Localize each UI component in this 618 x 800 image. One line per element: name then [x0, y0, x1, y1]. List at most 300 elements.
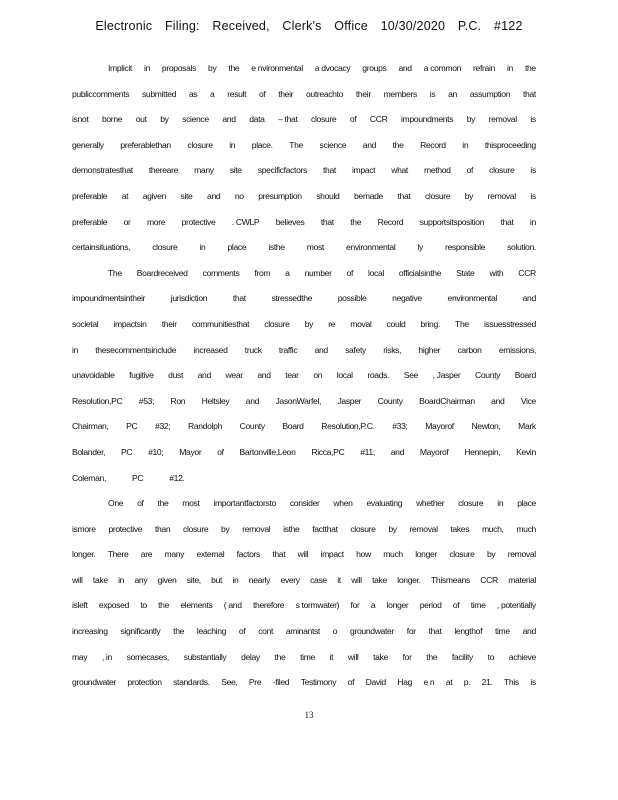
word: #33;: [392, 421, 408, 432]
word: and: [522, 626, 536, 637]
word: lengthof: [454, 626, 483, 637]
word: o: [332, 626, 338, 637]
word: should: [316, 190, 340, 201]
text-line: [72, 444, 536, 470]
word: roads.: [367, 370, 390, 381]
word: longer.: [72, 549, 96, 560]
word: may: [72, 651, 88, 662]
word: and: [257, 370, 271, 381]
word: and: [398, 63, 412, 73]
word: negative: [392, 293, 422, 304]
word: that: [522, 88, 536, 99]
word: will: [72, 574, 83, 585]
word: closure: [350, 523, 376, 534]
word: traffic: [278, 344, 298, 355]
word: impact: [351, 165, 376, 176]
word: , in: [101, 651, 112, 662]
word: number: [304, 267, 332, 278]
word: method: [424, 165, 451, 176]
word: standards.: [173, 677, 210, 688]
word: preferablethan: [120, 139, 171, 150]
word: take: [92, 574, 108, 585]
word: Board: [514, 370, 536, 381]
word: site: [180, 190, 193, 201]
word: of: [452, 600, 460, 611]
page-number: 13: [304, 710, 314, 720]
word: and: [197, 370, 211, 381]
word: of: [347, 677, 355, 688]
word: in: [118, 574, 125, 585]
word: generally: [72, 139, 104, 150]
word: of: [258, 88, 266, 99]
word: -filed: [272, 677, 290, 688]
text-line: [72, 162, 536, 188]
word: at: [445, 677, 453, 688]
word: and: [390, 446, 405, 457]
word: believes: [275, 216, 305, 227]
word: officialsinthe: [398, 267, 442, 278]
word: Record: [420, 139, 446, 150]
word: that: [323, 165, 336, 176]
word: a: [285, 267, 290, 278]
word: in: [229, 139, 236, 150]
word: the: [426, 651, 438, 662]
word: closure: [489, 165, 515, 176]
text-line: [72, 342, 536, 368]
text-line: [72, 674, 536, 700]
word: of: [137, 498, 144, 509]
word: preferable: [72, 216, 108, 227]
word: longer: [386, 600, 409, 611]
word: outreachto: [305, 88, 344, 99]
word: refrain: [473, 63, 495, 73]
word: result: [227, 88, 247, 99]
word: that: [428, 626, 442, 637]
word: tear: [285, 370, 299, 381]
word: Mark: [518, 421, 536, 432]
word: much: [516, 523, 536, 534]
word: protective: [108, 523, 143, 534]
word: and: [207, 190, 221, 201]
word: than: [154, 523, 171, 534]
word: Implicit: [108, 63, 132, 73]
word: removal: [507, 549, 536, 560]
word: Testimony: [300, 677, 337, 688]
word: There: [107, 549, 129, 560]
word: but: [211, 574, 223, 585]
word: significantly: [120, 626, 161, 637]
word: is: [530, 190, 536, 201]
word: #32;: [155, 421, 171, 432]
word: and: [362, 139, 377, 150]
word: by: [466, 114, 476, 125]
word: by: [221, 523, 230, 534]
word: BoardChairman: [419, 395, 475, 406]
word: will: [347, 651, 359, 662]
word: thisproceeding: [484, 139, 536, 150]
word: Board: [282, 421, 304, 432]
word: p.: [463, 677, 471, 688]
word: their: [278, 88, 294, 99]
word: jurisdiction: [170, 293, 208, 304]
word: environmental: [345, 242, 396, 253]
word: Kevin: [516, 446, 536, 457]
word: it: [329, 651, 334, 662]
word: societal: [72, 318, 99, 329]
word: many: [164, 549, 185, 560]
word: increasing: [72, 626, 108, 637]
word: out: [135, 114, 147, 125]
text-line: [72, 521, 536, 547]
word: – that: [278, 114, 298, 125]
word: dust: [168, 370, 184, 381]
word: and: [222, 114, 236, 125]
word: time: [300, 651, 315, 662]
word: to: [487, 651, 495, 662]
word: no: [234, 190, 244, 201]
word: isthe: [283, 523, 300, 534]
word: PC: [121, 446, 133, 457]
word: the: [173, 626, 185, 637]
filing-header: Electronic Filing: Received, Clerk's Office 10/30/2020 P.C. #122: [95, 19, 523, 33]
word: nearly: [248, 574, 271, 585]
word: groundwater: [72, 677, 116, 688]
word: closure: [183, 523, 209, 534]
word: closure: [264, 318, 290, 329]
word: State: [456, 267, 475, 278]
word: every: [280, 574, 300, 585]
word: assumption: [469, 88, 511, 99]
word: removal: [242, 523, 271, 534]
word: Ron: [170, 395, 186, 406]
word: Jasper: [337, 395, 362, 406]
word: This: [504, 677, 519, 688]
word: of: [466, 165, 474, 176]
word: the: [524, 63, 536, 73]
word: elements: [180, 600, 213, 611]
word: County: [239, 421, 265, 432]
word: , Jasper: [432, 370, 461, 381]
word: Resolution,P.C.: [321, 421, 375, 432]
text-line: [72, 111, 536, 137]
word: fugitive: [129, 370, 154, 381]
word: e nvironmental: [251, 63, 303, 73]
word: JasonWarfel,: [275, 395, 322, 406]
text-line: [72, 495, 536, 521]
word: closure: [458, 498, 484, 509]
word: County: [474, 370, 501, 381]
word: The: [289, 139, 303, 150]
text-line: [72, 86, 536, 112]
word: consider: [289, 498, 320, 509]
word: aminantst: [285, 626, 320, 637]
word: and: [522, 293, 536, 304]
word: isleft: [72, 600, 88, 611]
word: PC: [131, 472, 144, 483]
text-line: [72, 623, 536, 649]
word: 21.: [481, 677, 493, 688]
word: #11;: [360, 446, 375, 457]
word: factthat: [312, 523, 338, 534]
text-line: [72, 649, 536, 675]
word: Resolution,PC: [72, 395, 123, 406]
word: a: [370, 600, 376, 611]
word: Heltsley: [201, 395, 230, 406]
word: by: [304, 318, 314, 329]
word: a dvocacy: [314, 63, 351, 73]
word: is: [530, 165, 536, 176]
word: whether: [416, 498, 445, 509]
word: longer.: [397, 574, 421, 585]
word: submitted: [141, 88, 177, 99]
word: achieve: [508, 651, 536, 662]
word: time: [494, 626, 510, 637]
word: ly: [417, 242, 423, 253]
word: wear: [225, 370, 243, 381]
word: in: [529, 216, 536, 227]
word: external: [196, 549, 225, 560]
text-line: [72, 214, 536, 240]
word: bemade: [353, 190, 383, 201]
text-line: [72, 572, 536, 598]
word: in: [199, 242, 206, 253]
word: unavoidable: [72, 370, 115, 381]
word: and: [245, 395, 260, 406]
word: See,: [221, 677, 238, 688]
word: most: [182, 498, 200, 509]
word: place.: [251, 139, 273, 150]
word: importantfactorsto: [213, 498, 276, 509]
word: the: [274, 651, 286, 662]
word: thesecommentsinclude: [95, 344, 177, 355]
word: period: [419, 600, 442, 611]
word: Bartonville,Leon: [239, 446, 296, 457]
word: factors: [236, 549, 260, 560]
word: solution.: [507, 242, 536, 253]
word: the: [350, 216, 362, 227]
text-line: [72, 137, 536, 163]
word: comments: [202, 267, 240, 278]
word: ismore: [72, 523, 96, 534]
word: that: [320, 216, 334, 227]
word: given: [157, 574, 177, 585]
word: County: [377, 395, 403, 406]
word: a common: [423, 63, 462, 73]
word: much,: [481, 523, 504, 534]
word: Mayorof: [419, 446, 449, 457]
text-line: [72, 367, 536, 393]
word: risks,: [383, 344, 402, 355]
word: or: [123, 216, 131, 227]
word: David: [365, 677, 386, 688]
word: the: [228, 63, 240, 73]
word: site,: [186, 574, 201, 585]
word: the: [157, 498, 169, 509]
word: Mayor: [179, 446, 202, 457]
word: groundwater: [350, 626, 394, 637]
word: science: [319, 139, 347, 150]
word: truck: [244, 344, 262, 355]
word: many: [194, 165, 214, 176]
word: case: [310, 574, 327, 585]
word: groups: [362, 63, 387, 73]
word: is: [530, 114, 536, 125]
word: publiccomments: [72, 88, 130, 99]
word: most: [306, 242, 324, 253]
word: higher: [418, 344, 441, 355]
word: Ricca,PC: [311, 446, 345, 457]
word: protection: [127, 677, 162, 688]
word: that: [272, 549, 286, 560]
word: of: [346, 267, 354, 278]
word: that: [500, 216, 514, 227]
text-line: [72, 393, 536, 419]
word: certainsituations,: [72, 242, 131, 253]
word: Thismeans: [431, 574, 470, 585]
word: by: [464, 190, 474, 201]
word: as: [188, 88, 198, 99]
word: and: [491, 395, 505, 406]
word: impactsin: [113, 318, 147, 329]
word: supportsitsposition: [419, 216, 485, 227]
word: in: [143, 63, 150, 73]
word: Boardreceived: [136, 267, 188, 278]
text-line: [72, 188, 536, 214]
word: stressedthe: [271, 293, 313, 304]
word: proposals: [161, 63, 197, 73]
word: exposed: [98, 600, 129, 611]
word: is: [530, 677, 536, 688]
text-line: [72, 470, 536, 496]
word: of: [238, 626, 246, 637]
word: removal: [409, 523, 438, 534]
word: Pre: [248, 677, 262, 688]
word: the: [392, 139, 404, 150]
word: somecases,: [126, 651, 169, 662]
word: take: [373, 651, 388, 662]
word: facility: [451, 651, 473, 662]
word: re: [328, 318, 336, 329]
word: Chairman,: [72, 421, 109, 432]
word: with: [489, 267, 504, 278]
word: in: [72, 344, 78, 355]
word: , potentially: [496, 600, 536, 611]
word: preferable: [72, 190, 108, 201]
word: for: [350, 600, 360, 611]
word: members: [383, 88, 417, 99]
text-line: [72, 290, 536, 316]
word: a: [210, 88, 215, 99]
word: closure: [152, 242, 178, 253]
word: safety: [345, 344, 366, 355]
word: issuesstressed: [483, 318, 536, 329]
word: on: [313, 370, 323, 381]
word: presumption: [258, 190, 302, 201]
word: removal: [487, 190, 516, 201]
word: local: [336, 370, 353, 381]
word: takes: [450, 523, 470, 534]
word: Hennepin,: [464, 446, 501, 457]
word: communitiesthat: [191, 318, 250, 329]
word: Coleman,: [72, 472, 106, 483]
text-line: [72, 597, 536, 623]
word: in: [506, 63, 513, 73]
word: . CWLP: [231, 216, 260, 227]
word: place: [227, 242, 247, 253]
word: demonstratesthat: [72, 165, 133, 176]
word: moval: [350, 318, 372, 329]
word: possible: [337, 293, 367, 304]
text-line: [72, 546, 536, 572]
word: thereare: [148, 165, 179, 176]
word: #12.: [169, 472, 185, 483]
word: an: [448, 88, 457, 99]
word: any: [134, 574, 148, 585]
word: longer: [415, 549, 437, 560]
word: time: [470, 600, 486, 611]
word: for: [406, 626, 416, 637]
word: science: [182, 114, 209, 125]
word: protective: [181, 216, 216, 227]
word: closure: [449, 549, 475, 560]
word: closure: [424, 190, 451, 201]
word: what: [391, 165, 408, 176]
word: ( and: [223, 600, 242, 611]
word: are: [140, 549, 153, 560]
word: CCR: [480, 574, 498, 585]
word: #10;: [148, 446, 164, 457]
word: environmental: [447, 293, 497, 304]
word: local: [368, 267, 384, 278]
word: leaching: [196, 626, 227, 637]
word: PC: [126, 421, 138, 432]
word: evaluating: [366, 498, 403, 509]
word: their: [161, 318, 177, 329]
word: the: [158, 600, 170, 611]
word: how: [356, 549, 371, 560]
text-line: [72, 265, 536, 291]
word: Mayorof: [425, 421, 454, 432]
word: could: [386, 318, 406, 329]
word: that: [397, 190, 411, 201]
word: by: [208, 63, 217, 73]
word: See: [403, 370, 418, 381]
word: material: [508, 574, 536, 585]
word: isnot: [72, 114, 89, 125]
word: it: [337, 574, 341, 585]
word: closure: [311, 114, 337, 125]
text-line: [72, 418, 536, 444]
word: data: [249, 114, 265, 125]
word: will: [297, 549, 309, 560]
word: bring.: [420, 318, 440, 329]
word: from: [254, 267, 271, 278]
word: therefore: [252, 600, 285, 611]
word: by: [486, 549, 496, 560]
word: Randolph: [188, 421, 222, 432]
word: isthe: [268, 242, 285, 253]
word: site: [229, 165, 242, 176]
word: borne: [101, 114, 123, 125]
word: that: [232, 293, 246, 304]
word: substantially: [183, 651, 227, 662]
word: One: [108, 498, 124, 509]
word: to: [140, 600, 147, 611]
word: much: [383, 549, 403, 560]
word: carbon: [457, 344, 482, 355]
word: Bolander,: [72, 446, 106, 457]
text-line: [72, 316, 536, 342]
